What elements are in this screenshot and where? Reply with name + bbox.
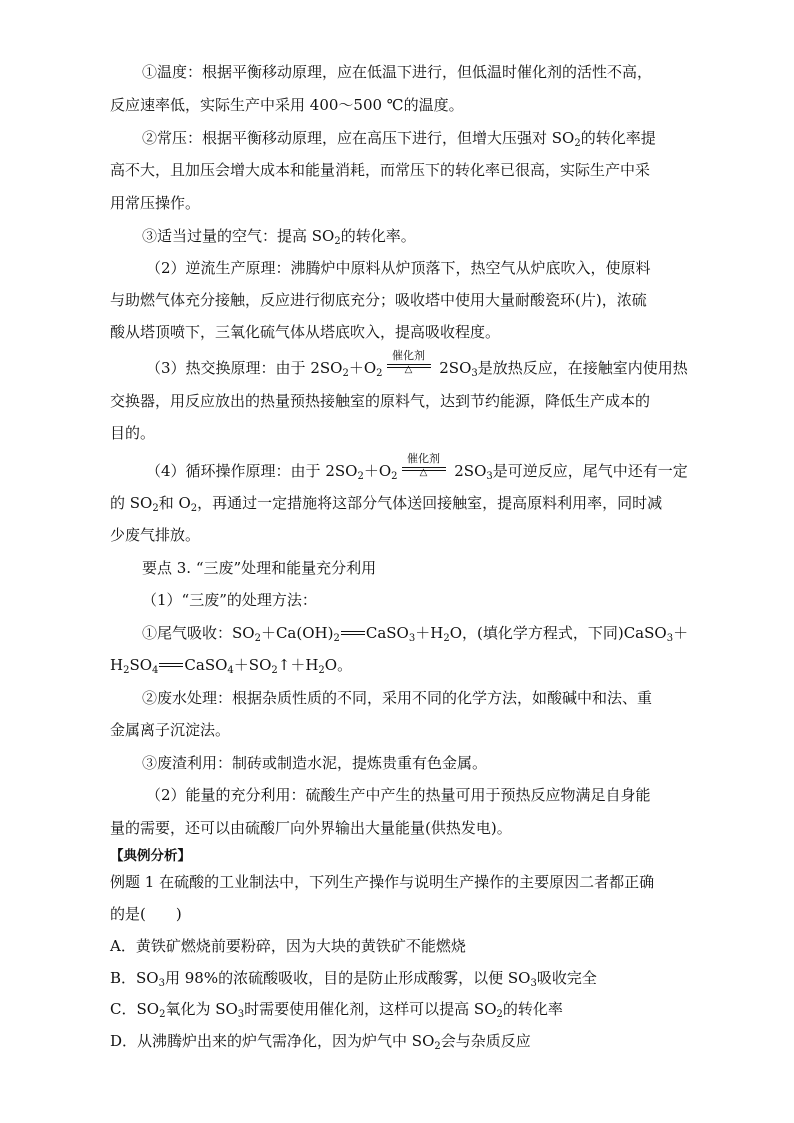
countercurrent-line-3: 酸从塔顶喷下，三氧化硫气体从塔底吹入，提高吸收程度。: [110, 323, 501, 341]
three-wastes-subheading: （1）“三废”的处理方法：: [142, 591, 317, 609]
option-a: A．黄铁矿燃烧前要粉碎，因为大块的黄铁矿不能燃烧: [110, 937, 466, 955]
option-b: B．$SO_3$用 98%的浓硫酸吸收，目的是防止形成酸雾，以便 $SO_3$吸收完全: [110, 969, 597, 989]
example-question-line-1: 例题 1 在硫酸的工业制法中，下列生产操作与说明生产操作的主要原因二者都正确: [110, 873, 655, 891]
heat-exchange-line-1: （3）热交换原理：由于 $2SO_2+O_2$ 催化剂 △ $2SO_3$是放热反应，在接触室内使用热: [146, 349, 688, 379]
example-question-line-2: 的是( ): [110, 905, 182, 923]
tail-gas-line-2: $H_2SO_4$ $CaSO_4+SO_2↑+H_2O$。: [110, 656, 353, 676]
pressure-line-3: 用常压操作。: [110, 194, 201, 212]
energy-use-line-2: 量的需要，还可以由硫酸厂向外界输出大量能量(供热发电)。: [110, 819, 512, 837]
reaction-arrow: 催化剂 △: [385, 358, 433, 378]
heat-exchange-line-3: 目的。: [110, 424, 156, 442]
temperature-line-1: ①温度：根据平衡移动原理，应在低温下进行，但低温时催化剂的活性不高，: [142, 63, 653, 81]
section-heading-three-wastes: 要点 3. “三废”处理和能量充分利用: [142, 559, 377, 577]
option-c: C．$SO_2$氧化为 $SO_3$时需要使用催化剂，这样可以提高 $SO_2$的转化率: [110, 1000, 563, 1020]
temperature-line-2: 反应速率低，实际生产中采用 400～500 ℃的温度。: [110, 96, 464, 114]
heat-exchange-line-2: 交换器，用反应放出的热量预热接触室的原料气，达到节约能源，降低生产成本的: [110, 392, 651, 410]
example-analysis-header: 【典例分析】: [110, 848, 191, 864]
energy-use-line-1: （2）能量的充分利用：硫酸生产中产生的热量可用于预热反应物满足自身能: [146, 786, 651, 804]
recycle-line-3: 少废气排放。: [110, 526, 201, 544]
pressure-line-2: 高不大，且加压会增大成本和能量消耗，而常压下的转化率已很高，实际生产中采: [110, 161, 651, 179]
option-d: D．从沸腾炉出来的炉气需净化，因为炉气中 $SO_2$会与杂质反应: [110, 1032, 531, 1052]
recycle-line-2: 的 $SO_2$和 $O_2$，再通过一定措施将这部分气体送回接触室，提高原料利用率，同时减: [110, 494, 663, 514]
tail-gas-line-1: ①尾气吸收：$SO_2+Ca(OH)_2$ $CaSO_3+H_2O$，(填化学方程式，下同)CaSO$_3$＋: [142, 624, 689, 644]
waste-residue-line: ③废渣利用：制砖或制造水泥，提炼贵重有色金属。: [142, 754, 488, 772]
pressure-line-1: ②常压：根据平衡移动原理，应在高压下进行，但增大压强对 $SO_2$的转化率提: [142, 129, 656, 149]
countercurrent-line-1: （2）逆流生产原理：沸腾炉中原料从炉顶落下，热空气从炉底吹入，使原料: [146, 259, 651, 277]
reversible-reaction-arrow: 催化剂 △: [400, 461, 448, 481]
excess-air-line: ③适当过量的空气：提高 $SO_2$的转化率。: [142, 227, 416, 247]
wastewater-line-1: ②废水处理：根据杂质性质的不同，采用不同的化学方法，如酸碱中和法、重: [142, 689, 653, 707]
wastewater-line-2: 金属离子沉淀法。: [110, 721, 231, 739]
countercurrent-line-2: 与助燃气体充分接触，反应进行彻底充分；吸收塔中使用大量耐酸瓷环(片)，浓硫: [110, 291, 647, 309]
recycle-line-1: （4）循环操作原理：由于 $2SO_2+O_2$ 催化剂 △ $2SO_3$是可逆反应，尾气中还有一定: [146, 452, 688, 482]
